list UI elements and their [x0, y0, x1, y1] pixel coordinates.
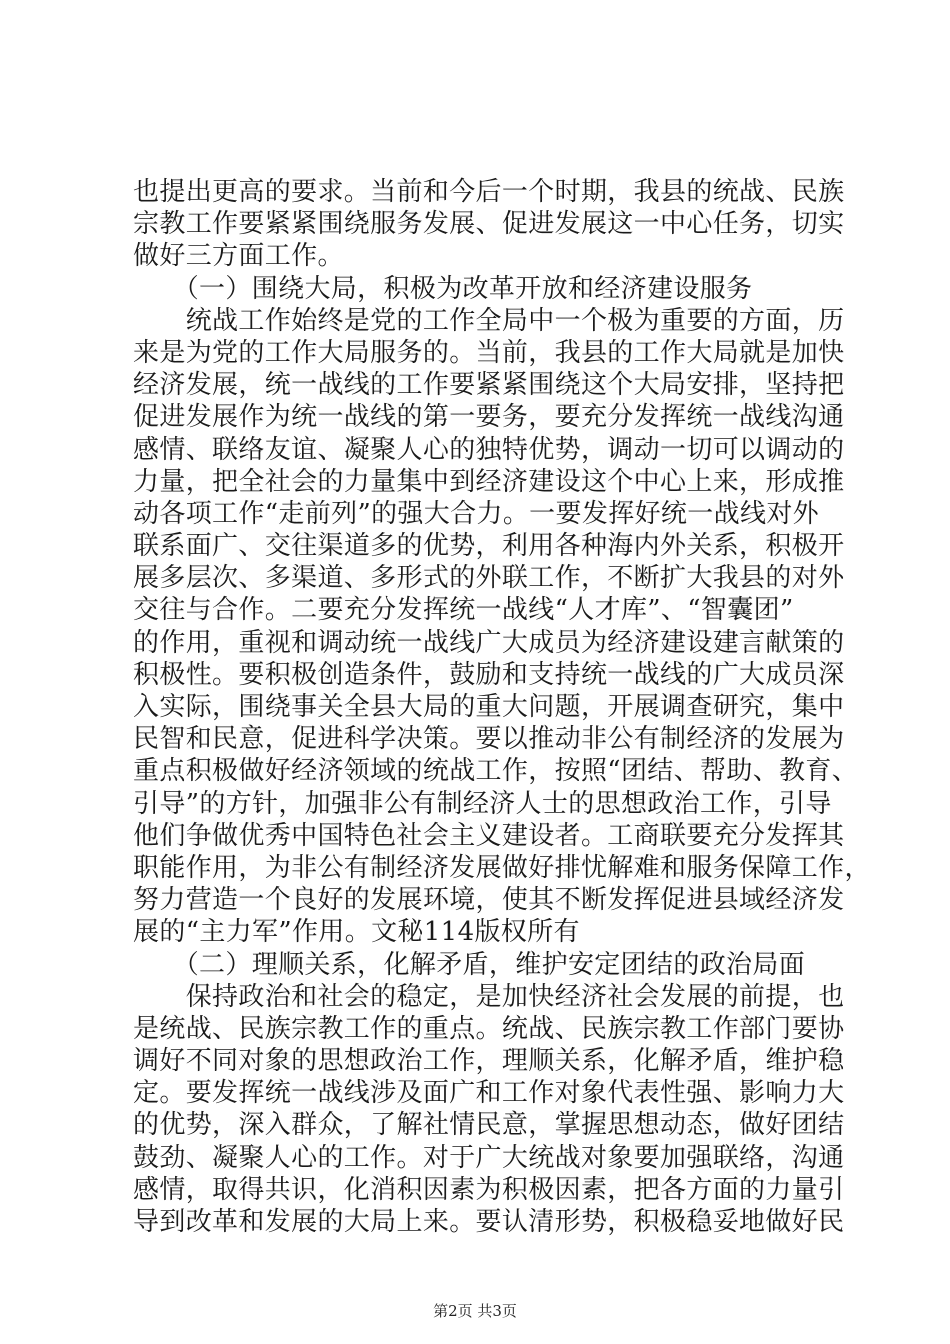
text-line: 的优势，深入群众，了解社情民意，掌握思想动态，做好团结	[133, 1110, 845, 1141]
text-line: 导到改革和发展的大局上来。要认清形势，积极稳妥地做好民	[133, 1207, 845, 1237]
section-heading: （一）围绕大局，积极为改革开放和经济建设服务	[133, 273, 753, 304]
text-line: 保持政治和社会的稳定，是加快经济社会发展的前提，也	[133, 981, 845, 1012]
text-line: 展多层次、多渠道、多形式的外联工作，不断扩大我县的对外	[133, 563, 845, 594]
text-line: 力量，把全社会的力量集中到经济建设这个中心上来，形成推	[133, 466, 845, 497]
text-line: 的作用，重视和调动统一战线广大成员为经济建设建言献策的	[133, 627, 845, 658]
text-line: 促进发展作为统一战线的第一要务，要充分发挥统一战线沟通	[133, 402, 845, 433]
text-line: 感情、联络友谊、凝聚人心的独特优势，调动一切可以调动的	[133, 434, 845, 465]
section-heading: （二）理顺关系，化解矛盾，维护安定团结的政治局面	[133, 949, 806, 980]
text-line: 职能作用，为非公有制经济发展做好排忧解难和服务保障工作，	[133, 852, 871, 883]
text-line: 他们争做优秀中国特色社会主义建设者。工商联要充分发挥其	[133, 820, 845, 851]
text-line: 做好三方面工作。	[133, 241, 344, 272]
text-line: 交往与合作。二要充分发挥统一战线“人才库”、“智囊团”	[133, 595, 794, 626]
text-line: 引导”的方针，加强非公有制经济人士的思想政治工作，引导	[133, 788, 832, 819]
text-line: 重点积极做好经济领域的统战工作，按照“团结、帮助、教育、	[133, 756, 859, 787]
text-line: 感情，取得共识，化消积因素为积极因素，把各方面的力量引	[133, 1174, 845, 1205]
text-line: 调好不同对象的思想政治工作，理顺关系，化解矛盾，维护稳	[133, 1046, 845, 1077]
text-line: 入实际，围绕事关全县大局的重大问题，开展调查研究，集中	[133, 692, 845, 722]
text-line: 鼓劲、凝聚人心的工作。对于广大统战对象要加强联络，沟通	[133, 1142, 845, 1173]
text-line: 展的“主力军”作用。文秘114版权所有	[133, 917, 580, 948]
text-line: 来是为党的工作大局服务的。当前，我县的工作大局就是加快	[133, 337, 845, 368]
text-line: 民智和民意，促进科学决策。要以推动非公有制经济的发展为	[133, 724, 845, 755]
text-line: 是统战、民族宗教工作的重点。统战、民族宗教工作部门要协	[133, 1013, 845, 1044]
document-body	[133, 176, 871, 1238]
text-line: 动各项工作“走前列”的强大合力。一要发挥好统一战线对外	[133, 498, 820, 529]
text-line: 宗教工作要紧紧围绕服务发展、促进发展这一中心任务，切实	[133, 209, 845, 240]
page-number-footer: 第2页 共3页	[433, 1302, 517, 1320]
text-line: 经济发展，统一战线的工作要紧紧围绕这个大局安排，坚持把	[133, 370, 845, 401]
text-line: 统战工作始终是党的工作全局中一个极为重要的方面，历	[133, 305, 845, 336]
text-line: 积极性。要积极创造条件，鼓励和支持统一战线的广大成员深	[133, 659, 845, 690]
text-line: 定。要发挥统一战线涉及面广和工作对象代表性强、影响力大	[133, 1078, 845, 1109]
text-line: 努力营造一个良好的发展环境，使其不断发挥促进县域经济发	[133, 885, 845, 916]
text-line: 也提出更高的要求。当前和今后一个时期，我县的统战、民族	[133, 177, 845, 207]
text-line: 联系面广、交往渠道多的优势，利用各种海内外关系，积极开	[133, 531, 845, 562]
